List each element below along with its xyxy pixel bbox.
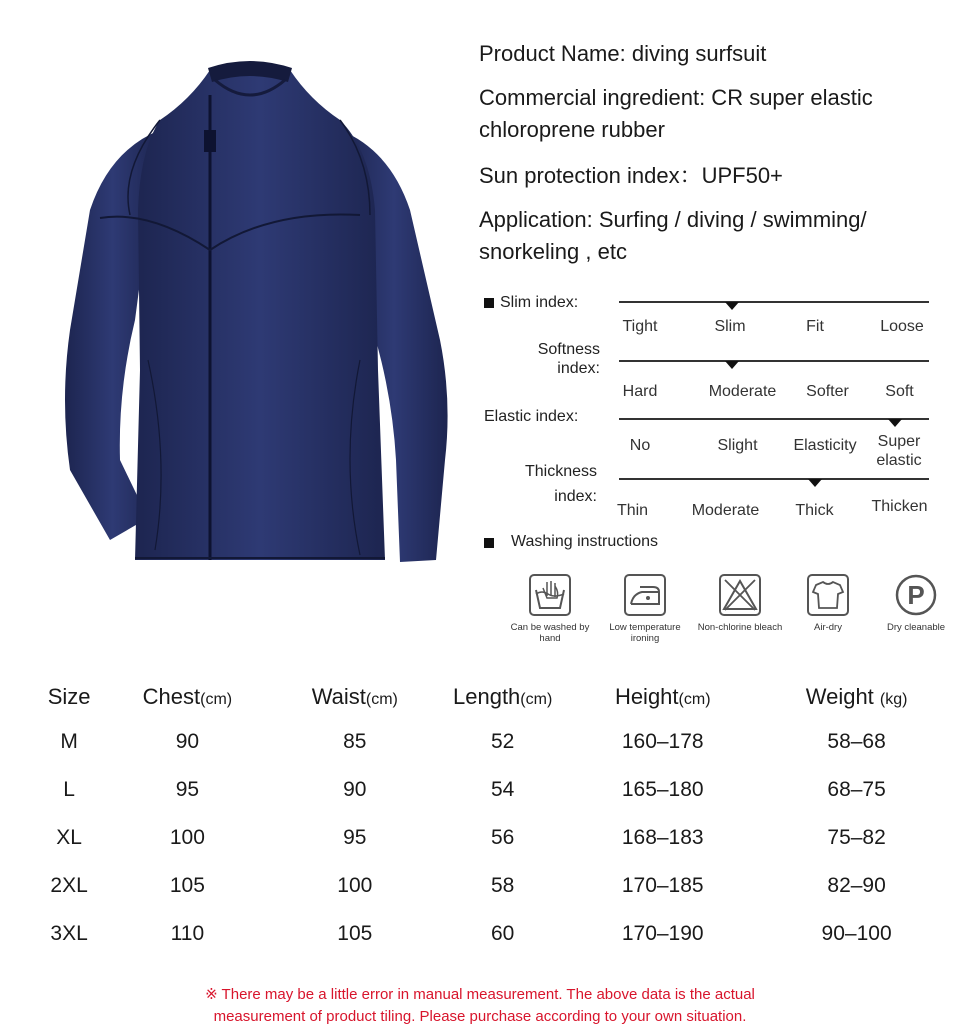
application: Application: Surfing / diving / swimming/ snorkeling , etc [479,207,867,264]
wash-item-iron [597,572,693,644]
table-cell: 105 [169,874,205,897]
slim-option: Tight [622,318,658,335]
table-cell: 2XL [50,874,88,897]
elastic-option: Elasticity [793,437,857,454]
size-table-header [20,676,940,718]
softness-index-label: Softness index: [537,341,600,377]
header-cell: Size [47,684,91,709]
softness-marker [725,361,739,369]
wash-caption: Low temperature ironing [609,622,681,644]
thickness-option: Moderate [691,502,760,519]
size-table [20,676,940,958]
table-cell: 95 [175,778,200,801]
wash-caption: Can be washed by hand [510,622,590,644]
air-dry-icon [805,572,851,618]
product-name: Product Name: diving surfsuit [479,41,767,66]
softness-option: Hard [622,383,658,400]
table-cell: 56 [490,826,515,849]
washing-title: Washing instructions [511,533,659,550]
thickness-option: Thicken [871,498,928,515]
elastic-marker [888,419,902,427]
wash-caption: Dry cleanable [886,622,946,633]
elastic-scale-line [619,418,929,420]
slim-option: Slim [714,318,746,335]
table-cell: 160–178 [621,730,704,753]
wash-item-hand [502,572,598,644]
table-cell: 60 [490,922,515,945]
table-cell: 75–82 [827,826,886,849]
header-cell: Waist(cm) [311,684,398,709]
table-cell: 110 [170,922,205,945]
table-cell: 3XL [50,922,88,945]
table-cell: 90 [343,778,367,801]
table-cell: 168–183 [621,826,704,849]
table-cell: 58–68 [827,730,886,753]
table-cell: 105 [337,922,373,945]
wash-item-bleach [692,572,788,633]
table-cell: 90 [175,730,200,753]
slim-scale-line [619,301,929,303]
table-cell: 90–100 [821,922,892,945]
bullet-icon [484,298,494,308]
product-ingredient: Commercial ingredient: CR super elastic chloroprene rubber [479,85,873,142]
dry-clean-icon [893,572,939,618]
slim-index-label: Slim index: [500,294,579,311]
header-cell: Height(cm) [614,684,711,709]
table-cell: 100 [169,826,205,849]
wash-item-dryclean [868,572,960,633]
table-cell: 68–75 [827,778,886,801]
softness-option: Softer [806,383,849,400]
header-cell: Weight (kg) [805,684,908,709]
table-cell: XL [56,826,82,849]
table-cell: L [63,778,75,801]
no-bleach-icon [717,572,763,618]
table-cell: M [60,730,78,753]
table-cell: 58 [490,874,515,897]
softness-scale-line [619,360,929,362]
wash-caption: Air-dry [814,622,842,633]
table-row [20,718,940,766]
table-row [20,766,940,814]
table-row [20,862,940,910]
note-line: ※ There may be a little error in manual measurement. The above data is the actual [205,986,755,1003]
thickness-index-label: Thickness index: [524,463,597,505]
table-cell: 82–90 [827,874,886,897]
wash-item-airdry [780,572,876,633]
sun-protection: Sun protection index：UPF50+ [479,163,783,188]
elastic-option: No [629,437,651,454]
header-cell: Length(cm) [453,684,553,709]
softness-option: Moderate [708,383,777,400]
thickness-option: Thin [616,502,649,519]
elastic-option: Slight [717,437,758,454]
thickness-scale-line [619,478,929,480]
slim-option: Loose [880,318,924,335]
note-line: measurement of product tiling. Please purchase according to your own situation. [213,1008,747,1025]
measurement-note [0,984,960,1028]
slim-option: Fit [806,318,824,335]
table-cell: 52 [490,730,515,753]
slim-marker [725,302,739,310]
thickness-option: Thick [795,502,834,519]
iron-low-icon [622,572,668,618]
hand-wash-icon [527,572,573,618]
product-image [40,40,460,600]
table-cell: 85 [343,730,367,753]
bullet-icon [484,538,494,548]
table-row [20,910,940,958]
svg-text:P: P [907,580,925,610]
table-cell: 95 [343,826,367,849]
wash-caption: Non-chlorine bleach [697,622,783,633]
table-cell: 170–190 [621,922,704,945]
softness-option: Soft [885,383,914,400]
jacket-illustration [40,40,460,600]
header-cell: Chest(cm) [142,684,233,709]
table-cell: 54 [490,778,515,801]
thickness-marker [808,479,822,487]
table-cell: 165–180 [621,778,704,801]
elastic-index-label: Elastic index: [484,408,579,425]
elastic-option: Super elastic [876,433,922,469]
table-row [20,814,940,862]
table-cell: 170–185 [621,874,704,897]
table-cell: 100 [337,874,373,897]
